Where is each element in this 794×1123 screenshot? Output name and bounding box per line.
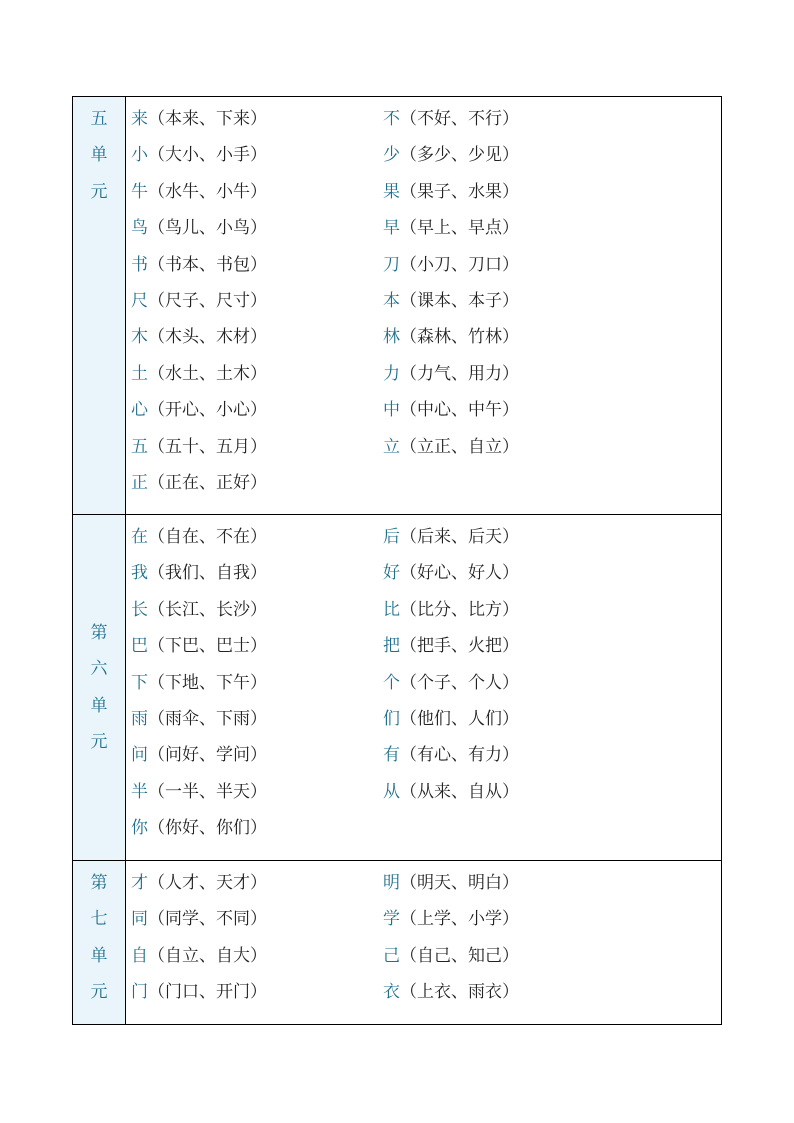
entry-character: 小 bbox=[131, 145, 148, 166]
entry-words: （一半、半天） bbox=[148, 781, 267, 802]
character-entry bbox=[383, 356, 633, 392]
entry-character: 后 bbox=[383, 527, 400, 547]
entry-words: （早上、早点） bbox=[400, 218, 519, 239]
unit-entries-7 bbox=[126, 861, 721, 1024]
character-entry bbox=[131, 174, 383, 210]
entry-character: 比 bbox=[383, 599, 400, 620]
entry-words: （把手、火把） bbox=[400, 636, 519, 657]
character-entry bbox=[131, 247, 383, 283]
entry-character: 我 bbox=[131, 563, 148, 584]
entry-character: 好 bbox=[383, 563, 400, 584]
unit-label-char: 第 bbox=[90, 873, 108, 893]
entry-character: 下 bbox=[131, 672, 148, 693]
character-entry bbox=[131, 392, 383, 428]
character-entry bbox=[131, 865, 383, 901]
unit-label-5 bbox=[73, 97, 126, 514]
character-entry bbox=[131, 519, 383, 555]
entry-character: 牛 bbox=[131, 181, 148, 202]
entry-words: （正在、正好） bbox=[148, 472, 267, 493]
entry-words: （他们、人们） bbox=[400, 708, 519, 729]
entry-words: （中心、中午） bbox=[400, 400, 519, 421]
character-entry bbox=[383, 392, 633, 428]
entry-words: （比分、比方） bbox=[400, 599, 519, 620]
character-entry bbox=[131, 901, 383, 937]
entry-character: 立 bbox=[383, 436, 400, 457]
character-entry bbox=[383, 974, 633, 1010]
entry-character: 明 bbox=[383, 873, 400, 893]
entry-words: （本来、下来） bbox=[148, 109, 267, 129]
entry-words: （问好、学问） bbox=[148, 745, 267, 766]
character-entry bbox=[131, 701, 383, 737]
entry-character: 问 bbox=[131, 745, 148, 766]
entry-words: （下地、下午） bbox=[148, 672, 267, 693]
character-table bbox=[72, 96, 722, 1025]
entry-character: 个 bbox=[383, 672, 400, 693]
character-entry bbox=[383, 938, 633, 974]
character-entry bbox=[131, 555, 383, 591]
character-entry bbox=[131, 810, 383, 846]
entry-words: （尺子、尺寸） bbox=[148, 290, 267, 311]
character-entry bbox=[383, 429, 633, 465]
character-entry bbox=[383, 865, 633, 901]
unit-row-6 bbox=[73, 515, 722, 861]
entry-words: （长江、长沙） bbox=[148, 599, 267, 620]
entry-character: 半 bbox=[131, 781, 148, 802]
entry-words: （同学、不同） bbox=[148, 909, 267, 930]
entry-character: 门 bbox=[131, 982, 148, 1003]
entry-words: （小刀、刀口） bbox=[400, 254, 519, 275]
character-entry bbox=[131, 137, 383, 173]
character-entry bbox=[131, 665, 383, 701]
entry-words: （上学、小学） bbox=[400, 909, 519, 930]
character-entry bbox=[131, 283, 383, 319]
character-entry bbox=[131, 974, 383, 1010]
entry-words: （我们、自我） bbox=[148, 563, 267, 584]
character-entry bbox=[131, 774, 383, 810]
entry-words: （下巴、巴士） bbox=[148, 636, 267, 657]
unit-label-char: 元 bbox=[90, 181, 108, 202]
entry-character: 力 bbox=[383, 363, 400, 384]
entry-character: 同 bbox=[131, 909, 148, 930]
character-entry bbox=[131, 356, 383, 392]
unit-entries-6 bbox=[126, 515, 721, 860]
entry-character: 自 bbox=[131, 945, 148, 966]
entry-words: （有心、有力） bbox=[400, 745, 519, 766]
entry-character: 衣 bbox=[383, 982, 400, 1003]
entry-words: （大小、小手） bbox=[148, 145, 267, 166]
entry-character: 木 bbox=[131, 327, 148, 348]
entry-words: （自立、自大） bbox=[148, 945, 267, 966]
character-entry bbox=[383, 101, 633, 137]
character-entry bbox=[131, 101, 383, 137]
entry-character: 学 bbox=[383, 909, 400, 930]
unit-label-char: 六 bbox=[90, 659, 108, 680]
character-entry bbox=[131, 737, 383, 773]
entry-words: （木头、木材） bbox=[148, 327, 267, 348]
character-entry bbox=[131, 628, 383, 664]
entry-character: 中 bbox=[383, 400, 400, 421]
character-entry bbox=[383, 519, 633, 555]
unit-label-char: 七 bbox=[90, 909, 108, 930]
entry-character: 少 bbox=[383, 145, 400, 166]
entry-character: 来 bbox=[131, 109, 148, 129]
character-entry bbox=[131, 210, 383, 246]
entry-words: （自己、知己） bbox=[400, 945, 519, 966]
entry-character: 尺 bbox=[131, 290, 148, 311]
entry-character: 在 bbox=[131, 527, 148, 547]
entry-words: （好心、好人） bbox=[400, 563, 519, 584]
entry-words: （水牛、小牛） bbox=[148, 181, 267, 202]
unit-label-char: 第 bbox=[90, 622, 108, 643]
entry-words: （五十、五月） bbox=[148, 436, 267, 457]
unit-label-char: 单 bbox=[90, 145, 108, 166]
entry-character: 早 bbox=[383, 218, 400, 239]
entry-character: 心 bbox=[131, 400, 148, 421]
entry-character: 书 bbox=[131, 254, 148, 275]
entry-words: （自在、不在） bbox=[148, 527, 267, 547]
character-entry bbox=[383, 210, 633, 246]
unit-row-5 bbox=[73, 97, 722, 515]
character-entry bbox=[383, 737, 633, 773]
character-entry bbox=[383, 774, 633, 810]
entry-character: 们 bbox=[383, 708, 400, 729]
character-entry bbox=[383, 592, 633, 628]
unit-label-char: 五 bbox=[90, 109, 108, 129]
entry-words: （开心、小心） bbox=[148, 400, 267, 421]
entry-words: （鸟儿、小鸟） bbox=[148, 218, 267, 239]
unit-label-6 bbox=[73, 515, 126, 860]
unit-label-7 bbox=[73, 861, 126, 1024]
entry-character: 长 bbox=[131, 599, 148, 620]
entry-words: （书本、书包） bbox=[148, 254, 267, 275]
entry-character: 刀 bbox=[383, 254, 400, 275]
entry-words: （后来、后天） bbox=[400, 527, 519, 547]
entry-words: （人才、天才） bbox=[148, 873, 267, 893]
entry-character: 本 bbox=[383, 290, 400, 311]
unit-label-char: 单 bbox=[90, 695, 108, 716]
character-entry bbox=[131, 592, 383, 628]
entry-words: （多少、少见） bbox=[400, 145, 519, 166]
entry-character: 雨 bbox=[131, 708, 148, 729]
entry-words: （门口、开门） bbox=[148, 982, 267, 1003]
entry-words: （课本、本子） bbox=[400, 290, 519, 311]
unit-label-char: 单 bbox=[90, 945, 108, 966]
character-entry bbox=[131, 429, 383, 465]
entry-character: 五 bbox=[131, 436, 148, 457]
character-entry bbox=[383, 701, 633, 737]
entry-character: 巴 bbox=[131, 636, 148, 657]
character-entry bbox=[383, 628, 633, 664]
entry-words: （水土、土木） bbox=[148, 363, 267, 384]
entry-words: （立正、自立） bbox=[400, 436, 519, 457]
entry-character: 正 bbox=[131, 472, 148, 493]
character-entry bbox=[383, 555, 633, 591]
entry-character: 不 bbox=[383, 109, 400, 129]
character-entry bbox=[131, 938, 383, 974]
entry-character: 土 bbox=[131, 363, 148, 384]
entry-words: （森林、竹林） bbox=[400, 327, 519, 348]
entry-character: 从 bbox=[383, 781, 400, 802]
character-entry bbox=[131, 319, 383, 355]
unit-row-7 bbox=[73, 861, 722, 1025]
character-entry bbox=[131, 465, 383, 501]
entry-character: 鸟 bbox=[131, 218, 148, 239]
entry-character: 你 bbox=[131, 818, 148, 839]
entry-words: （雨伞、下雨） bbox=[148, 708, 267, 729]
character-entry bbox=[383, 137, 633, 173]
entry-character: 己 bbox=[383, 945, 400, 966]
entry-character: 才 bbox=[131, 873, 148, 893]
character-entry bbox=[383, 247, 633, 283]
entry-character: 有 bbox=[383, 745, 400, 766]
entry-words: （果子、水果） bbox=[400, 181, 519, 202]
character-entry bbox=[383, 283, 633, 319]
entry-character: 果 bbox=[383, 181, 400, 202]
unit-label-char: 元 bbox=[90, 731, 108, 752]
entry-words: （不好、不行） bbox=[400, 109, 519, 129]
entry-character: 林 bbox=[383, 327, 400, 348]
entry-words: （从来、自从） bbox=[400, 781, 519, 802]
entry-words: （力气、用力） bbox=[400, 363, 519, 384]
entry-words: （个子、个人） bbox=[400, 672, 519, 693]
unit-label-char: 元 bbox=[90, 982, 108, 1003]
character-entry bbox=[383, 665, 633, 701]
entry-words: （你好、你们） bbox=[148, 818, 267, 839]
entry-words: （上衣、雨衣） bbox=[400, 982, 519, 1003]
unit-entries-5 bbox=[126, 97, 721, 514]
character-entry bbox=[383, 319, 633, 355]
entry-words: （明天、明白） bbox=[400, 873, 519, 893]
character-entry bbox=[383, 901, 633, 937]
entry-character: 把 bbox=[383, 636, 400, 657]
character-entry bbox=[383, 174, 633, 210]
